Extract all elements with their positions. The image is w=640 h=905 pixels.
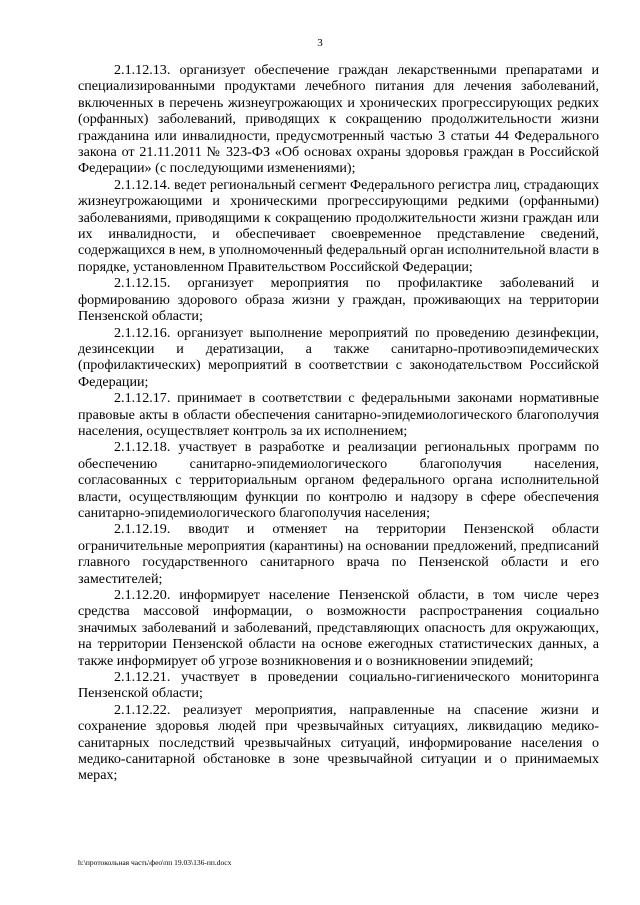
paragraph-2-1-12-17: 2.1.12.17. принимает в соответствии с федеральными законами нормативные правовые акты в области обеспечения санитарно-эпидемиологического благополучия населения, осуществляет контроль за их исполнением; (78, 390, 599, 439)
paragraph-2-1-12-18: 2.1.12.18. участвует в разработке и реализации региональных программ по обеспечению санитарно-эпидемиологического благополучия населения, согласованных с территориальным органом федерального органа исполнительной власти, осуществляющим функции по контролю и надзору в сфере обеспечения санитарно-эпидемиологического благополучия населения; (78, 439, 599, 521)
paragraph-2-1-12-14: 2.1.12.14. ведет региональный сегмент Федерального регистра лиц, страдающих жизнеугрожающими и хроническими прогрессирующими редкими (орфанными) заболеваниями, приводящими к сокращению продолжительности жизни граждан или их инвалидности, и обеспечивает своевременное представление сведений, содержащихся в нем, в уполномоченный федеральный орган исполнительной власти в порядке, установленном Правительством Российской Федерации; (78, 176, 599, 275)
paragraph-2-1-12-13: 2.1.12.13. организует обеспечение граждан лекарственными препаратами и специализированными продуктами лечебного питания для лечения заболеваний, включенных в перечень жизнеугрожающих и хронических прогрессирующих редких (орфанных) заболеваний, приводящих к сокращению продолжительности жизни гражданина или инвалидности, предусмотренный частью 3 статьи 44 Федерального закона от 21.11.2011 № 323-ФЗ «Об основах охраны здоровья граждан в Российской Федерации» (с последующими изменениями); (78, 62, 599, 177)
paragraph-2-1-12-15: 2.1.12.15. организует мероприятия по профилактике заболеваний и формированию здорового образа жизни у граждан, проживающих на территории Пензенской области; (78, 275, 599, 325)
footer-file-path: h:\протокольная часть\фео\пп 19.03\136-пп.docx (78, 858, 232, 867)
page-number: 3 (317, 37, 323, 49)
paragraph-2-1-12-22: 2.1.12.22. реализует мероприятия, направленные на спасение жизни и сохранение здоровья людей при чрезвычайных ситуациях, ликвидацию медико-санитарных последствий чрезвычайных ситуаций, информирование населения о медико-санитарной обстановке в зоне чрезвычайной ситуации и о принимаемых мерах; (78, 701, 599, 784)
paragraph-2-1-12-21: 2.1.12.21. участвует в проведении социально-гигиенического мониторинга Пензенской области; (78, 669, 599, 702)
document-body (78, 62, 599, 784)
paragraph-2-1-12-19: 2.1.12.19. вводит и отменяет на территории Пензенской области ограничительные мероприятия (карантины) на основании предложений, предписаний главного государственного санитарного врача по Пензенской области и его заместителей; (78, 521, 599, 587)
paragraph-2-1-12-16: 2.1.12.16. организует выполнение мероприятий по проведению дезинфекции, дезинсекции и дератизации, а также санитарно-противоэпидемических (профилактических) мероприятий в соответствии с законодательством Российской Федерации; (78, 324, 599, 390)
paragraph-2-1-12-20: 2.1.12.20. информирует население Пензенской области, в том числе через средства массовой информации, о возможности распространения социально значимых заболеваний и заболеваний, представляющих опасность для окружающих, на территории Пензенской области на основе ежегодных статистических данных, а также информирует об угрозе возникновения и о возникновении эпидемий; (78, 587, 599, 669)
